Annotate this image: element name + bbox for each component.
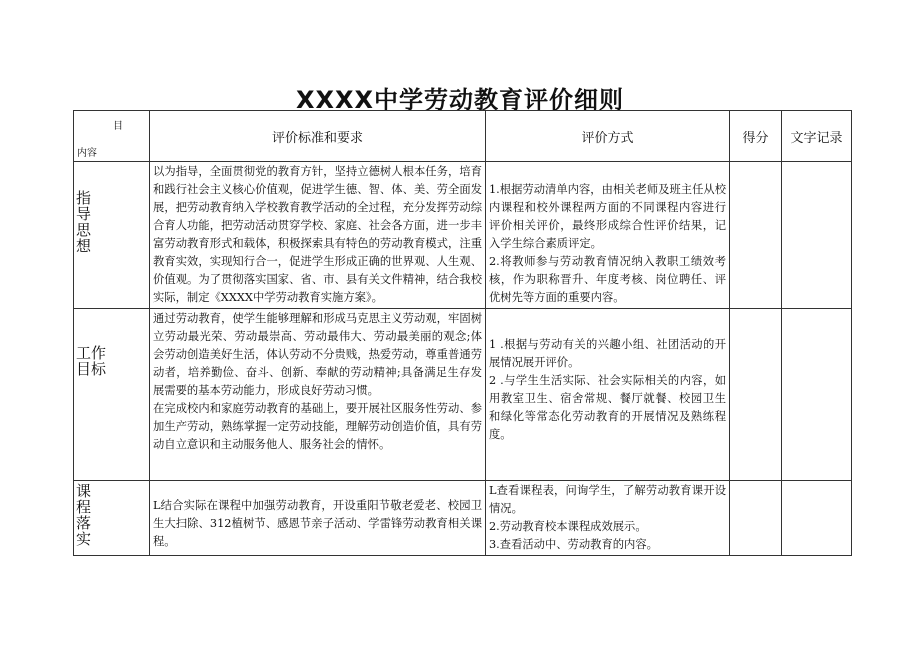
method-text: 1 .根据与劳动有关的兴趣小组、社团活动的开展情况展开评价。 2 .与学生生活实际、社会实际相关的内容，如用教室卫生、宿舍常规、餐厅就餐、校园卫生和绿化等常态化劳动教育的开展情况及熟练程度。	[489, 338, 726, 441]
header-score: 得分	[730, 111, 782, 162]
record-cell[interactable]	[782, 481, 852, 556]
method-text: 1.根据劳动清单内容，由相关老师及班主任从校内课程和校外课程两方面的不同课程内容进行评价相关评价，最终形成综合性评价结果，记入学生综合素质评定。 2.将教师参与劳动教育情况纳入教职工绩效考核，作为职称晋升、年度考核、岗位聘任、评优树先等方面的重要内容。	[489, 183, 726, 304]
category-label: 工作目标	[76, 344, 107, 378]
header-record: 文字记录	[782, 111, 852, 162]
header-row	[74, 111, 852, 162]
category-label: 课程落实	[76, 482, 92, 548]
method-cell	[486, 162, 730, 309]
table-row	[74, 309, 852, 481]
standard-text: 通过劳动教育，使学生能够理解和形成马克思主义劳动观，牢固树立劳动最光荣、劳动最崇高、劳动最伟大、劳动最美丽的观念;体会劳动创造美好生活，体认劳动不分贵贱，热爱劳动，尊重普通劳动者，培养勤俭、奋斗、创新、奉献的劳动精神;具备满足生存发展需要的基本劳动能力，形成良好劳动习惯。 在完成校内和家庭劳动教育的基础上，要开展社区服务性劳动、参加生产劳动，熟练掌握一定劳动技能，理解劳动创造价值，具有劳动自立意识和主动服务他人、服务社会的情怀。	[153, 312, 482, 451]
record-cell[interactable]	[782, 309, 852, 481]
standard-cell	[150, 309, 486, 481]
standard-cell	[150, 481, 486, 556]
header-method: 评价方式	[486, 111, 730, 162]
header-content: 内容	[77, 148, 97, 159]
header-standard: 评价标准和要求	[150, 111, 486, 162]
category-cell	[74, 162, 150, 309]
record-cell[interactable]	[782, 162, 852, 309]
standard-text: 以为指导，全面贯彻党的教育方针，坚持立德树人根本任务，培育和践行社会主义核心价值观，促进学生德、智、体、美、劳全面发展，把劳动教育纳入学校教育教学活动的全过程，充分发挥劳动综合育人功能，把劳动活动贯穿学校、家庭、社会各方面，进一步丰富劳动教育形式和载体，积极探索具有特色的劳动教育模式，注重教育实效，实现知行合一，促进学生形成正确的世界观、人生观、价值观。为了贯彻落实国家、省、市、县有关文件精神，结合我校实际，制定《XXXX中学劳动教育实施方案》。	[153, 165, 482, 304]
score-cell[interactable]	[730, 162, 782, 309]
standard-cell	[150, 162, 486, 309]
header-corner-cell	[74, 111, 150, 162]
standard-text: L结合实际在课程中加强劳动教育，开设重阳节敬老爱老、校园卫生大扫除、312植树节、感恩节亲子活动、学雷锋劳动教育相关课程。	[153, 499, 482, 548]
table-row	[74, 481, 852, 556]
header-mu: 目	[113, 121, 123, 132]
category-cell	[74, 481, 150, 556]
category-label: 指导思想	[76, 189, 92, 255]
category-cell	[74, 309, 150, 481]
page-title: XXXX中学劳动教育评价细则	[295, 86, 624, 114]
score-cell[interactable]	[730, 309, 782, 481]
score-cell[interactable]	[730, 481, 782, 556]
method-cell	[486, 309, 730, 481]
method-text: L查看课程表，问询学生，了解劳动教育课开设情况。 2.劳动教育校本课程成效展示。 3.查看活动中、劳动教育的内容。	[489, 484, 726, 551]
evaluation-table	[73, 110, 852, 556]
table-row	[74, 162, 852, 309]
method-cell	[486, 481, 730, 556]
